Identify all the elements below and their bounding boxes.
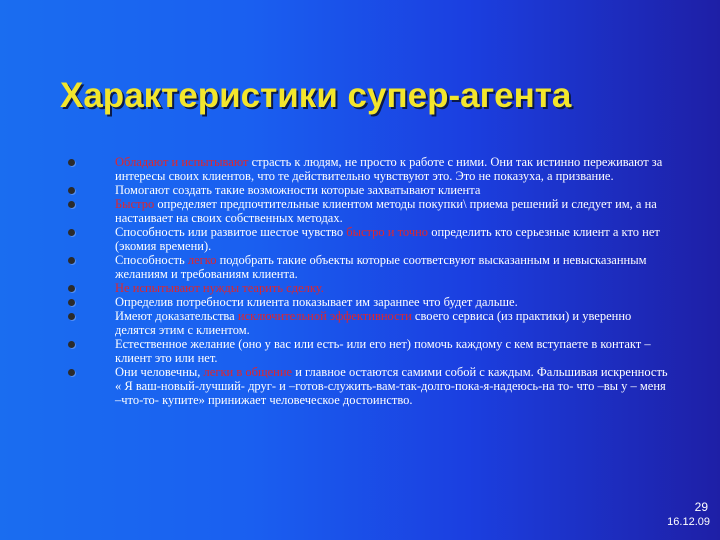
bullet-icon xyxy=(68,187,75,194)
bullet-icon xyxy=(68,201,75,208)
item-text-prefix: Способность xyxy=(115,253,188,267)
list-item xyxy=(60,281,670,295)
bullet-icon xyxy=(68,257,75,264)
item-text: Определив потребности клиента показывает им заранnee что будет дальше. xyxy=(115,295,518,309)
bullet-icon xyxy=(68,229,75,236)
list-item xyxy=(60,337,670,365)
highlight-text: Быстро xyxy=(115,197,155,211)
bullet-icon xyxy=(68,299,75,306)
highlight-text: легки в общение xyxy=(203,365,293,379)
list-item xyxy=(60,183,670,197)
item-text: своего сервиса (из практики) и уверенно делятся этим с клиентом. xyxy=(115,309,632,337)
item-text: подобрать такие объекты которые соответсвуют высказанным и невысказанным желаниям и требованиям клиента. xyxy=(115,253,647,281)
bullet-icon xyxy=(68,159,75,166)
list-item xyxy=(60,253,670,281)
list-item xyxy=(60,295,670,309)
page-number: 29 xyxy=(694,500,708,514)
bullet-icon xyxy=(68,341,75,348)
item-text: Естественное желание (оно у вас или есть- или его нет) помочь каждому с кем вступаете в контакт –клиент это или нет. xyxy=(115,337,651,365)
item-text-prefix: Способность или развитое шестое чувство xyxy=(115,225,347,239)
list-item xyxy=(60,155,670,183)
bullet-list xyxy=(60,155,670,407)
slide-date: 16.12.09 xyxy=(667,516,710,528)
highlight-text: исключительной эффективности xyxy=(237,309,412,323)
list-item xyxy=(60,365,670,407)
bullet-icon xyxy=(68,285,75,292)
item-text: определяет предпочтительные клиентом методы покупки\ приема решений и следует им, а на настаивает на своих собственных методах. xyxy=(115,197,657,225)
bullet-icon xyxy=(68,313,75,320)
highlight-text: Не испытывают нужды теарить сделку. xyxy=(115,281,324,295)
item-text: страсть к людям, не просто к работе с ними. Они так истинно переживают за интересы своих клиентов, что те действительно чувствуют это. Это не показуха, а призвание. xyxy=(115,155,663,183)
item-text: и главное остаются самими собой с каждым. Фальшивая искренность « Я ваш-новый-лучший- друг- и –готов-служить-вам-так-долго-пока-я-надеюсь-на то- что –вы у – меня –что-то- купите» принижает человеческое достоинство. xyxy=(115,365,668,407)
bullet-icon xyxy=(68,369,75,376)
item-text: определить кто серьезные клиент а кто нет (экомия времени). xyxy=(115,225,660,253)
highlight-text: быстро и точно xyxy=(346,225,429,239)
item-text-prefix: Они человечны, xyxy=(115,365,204,379)
item-text-prefix: Имеют доказательства xyxy=(115,309,238,323)
item-text: Помогают создать такие возможности которые захватывают клиента xyxy=(115,183,481,197)
slide-title: Характеристики супер-агента xyxy=(60,76,572,115)
list-item xyxy=(60,225,670,253)
highlight-text: легко xyxy=(187,253,217,267)
list-item xyxy=(60,197,670,225)
list-item xyxy=(60,309,670,337)
highlight-text: Обладают и испытывают xyxy=(115,155,249,169)
